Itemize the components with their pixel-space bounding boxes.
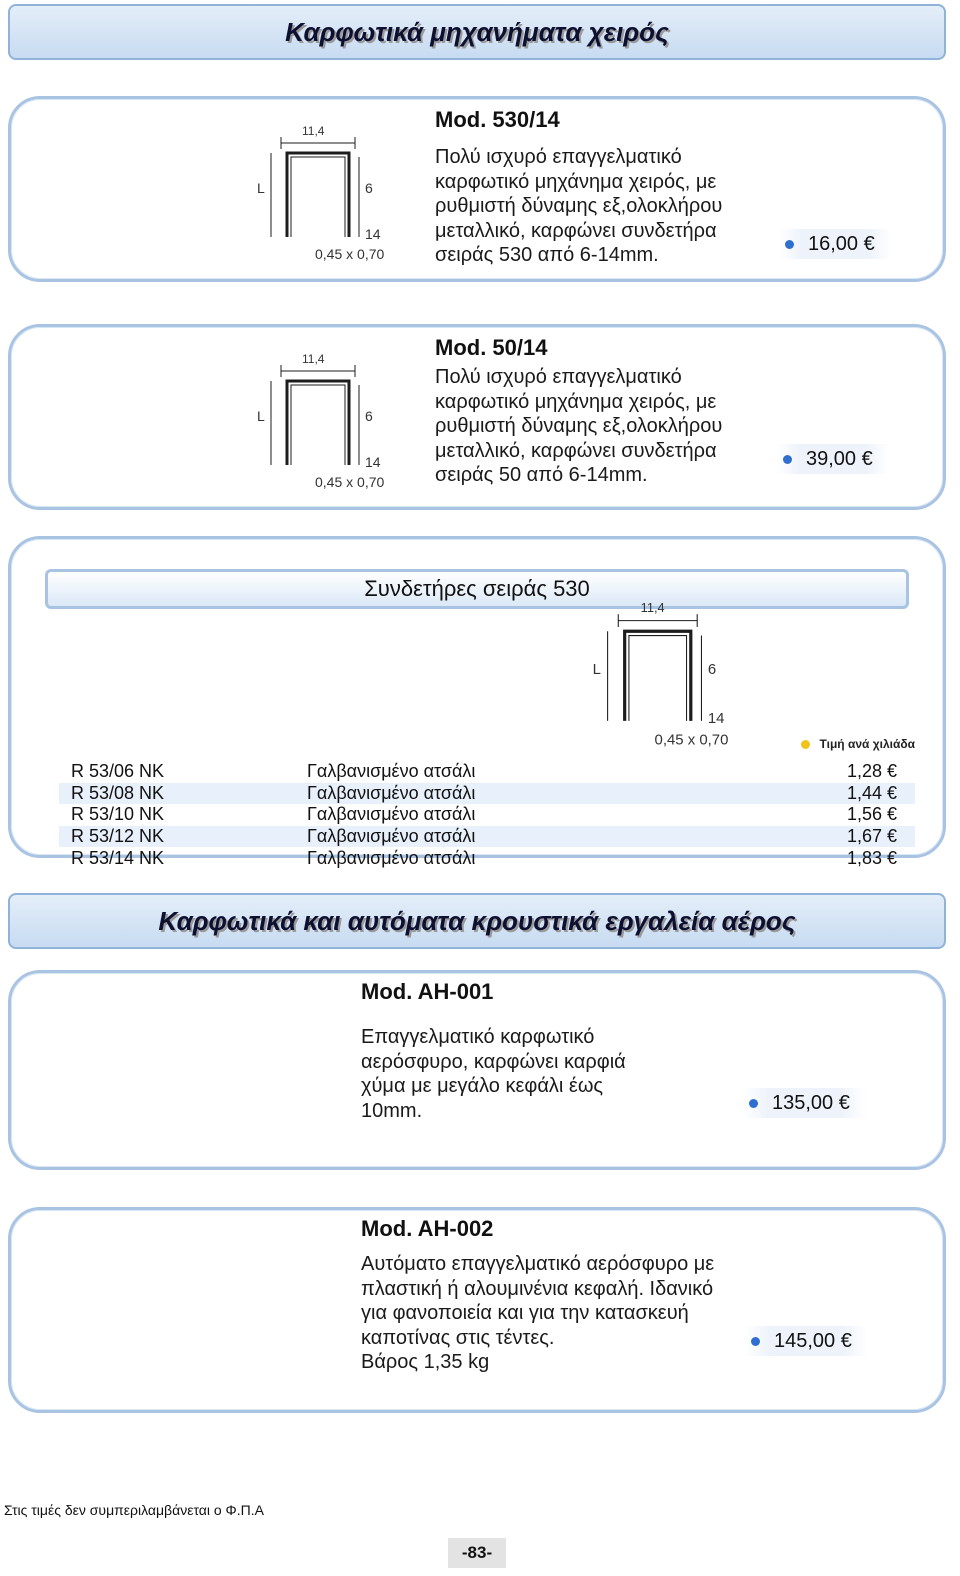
table-row — [59, 804, 915, 826]
staple-price: 1,56 € — [846, 804, 897, 825]
price-value: 135,00 € — [772, 1091, 850, 1114]
product-card-530-14 — [8, 96, 946, 282]
price-tag — [745, 1326, 868, 1356]
staple-code: R 53/14 NK — [71, 847, 165, 868]
diagram-min-label: 6 — [365, 408, 373, 424]
diagram-length-label: L — [257, 408, 265, 424]
staple-material: Γαλβανισμένο ατσάλι — [307, 782, 476, 803]
page-number: -83- — [448, 1538, 506, 1568]
table-row — [59, 826, 915, 848]
staple-material: Γαλβανισμένο ατσάλι — [307, 847, 476, 868]
diagram-gauge-label: 0,45 x 0,70 — [654, 731, 729, 749]
price-value: 16,00 € — [808, 232, 875, 255]
staple-diagram-icon — [247, 347, 397, 497]
section-banner-air-tools — [8, 893, 946, 949]
bullet-icon — [801, 740, 810, 749]
product-description: Πολύ ισχυρό επαγγελματικό καρφωτικό μηχάνημα χειρός, με ρυθμιστή δύναμης εξ,ολοκλήρου μεταλλικό, καρφώνει συνδετήρα σειράς 50 από 6-14mm. — [435, 366, 723, 486]
table-row — [59, 847, 915, 869]
product-description: Επαγγελματικό καρφωτικό αερόσφυρο, καρφώνει καρφιά χύμα με μεγάλο κεφάλι έως 10mm. — [361, 1026, 626, 1122]
staple-code: R 53/06 NK — [71, 761, 165, 782]
diagram-width-label: 11,4 — [302, 352, 325, 366]
diagram-gauge-label: 0,45 x 0,70 — [315, 246, 385, 262]
staple-code: R 53/08 NK — [71, 782, 165, 803]
diagram-length-label: L — [592, 660, 601, 678]
staple-price: 1,67 € — [846, 826, 897, 847]
bullet-icon — [783, 455, 792, 464]
vat-footnote: Στις τιμές δεν συμπεριλαμβάνεται ο Φ.Π.Α — [4, 1502, 264, 1518]
diagram-width-label: 11,4 — [302, 124, 325, 138]
product-description: Αυτόματο επαγγελματικό αερόσφυρο με πλαστική ή αλουμινένια κεφαλή. Ιδανικό για φανοποιεία και για την κατασκευή καποτίνας στις τέντες. Βάρος 1,35 kg — [361, 1253, 715, 1373]
product-description: Πολύ ισχυρό επαγγελματικό καρφωτικό μηχάνημα χειρός, με ρυθμιστή δύναμης εξ,ολοκλήρου μεταλλικό, καρφώνει συνδετήρα σειράς 530 από 6-14mm. — [435, 146, 723, 266]
staple-material: Γαλβανισμένο ατσάλι — [307, 826, 476, 847]
staple-diagram-icon — [577, 595, 747, 755]
product-model: Mod. 530/14 — [435, 107, 560, 132]
staples-section-title: Συνδετήρες σειράς 530 — [364, 576, 590, 601]
staple-price: 1,28 € — [846, 761, 897, 782]
diagram-min-label: 6 — [707, 660, 717, 678]
staple-diagram-icon — [247, 119, 397, 269]
diagram-length-label: L — [257, 180, 265, 196]
bullet-icon — [785, 240, 794, 249]
staple-code: R 53/10 NK — [71, 804, 165, 825]
diagram-gauge-label: 0,45 x 0,70 — [315, 474, 385, 490]
product-model: Mod. AH-002 — [361, 1216, 494, 1241]
diagram-max-label: 14 — [365, 226, 381, 242]
diagram-width-label: 11,4 — [640, 600, 665, 616]
diagram-max-label: 14 — [707, 710, 725, 727]
staple-material: Γαλβανισμένο ατσάλι — [307, 761, 476, 782]
product-card-ah-001 — [8, 970, 946, 1170]
bullet-icon — [751, 1337, 760, 1346]
section-title: Καρφωτικά και αυτόματα κρουστικά εργαλεία αέρος — [158, 905, 796, 936]
price-value: 39,00 € — [806, 447, 873, 470]
product-card-ah-002 — [8, 1207, 946, 1413]
price-header-label: Τιμή ανά χιλιάδα — [819, 737, 915, 751]
price-value: 145,00 € — [774, 1329, 852, 1352]
price-tag — [777, 444, 889, 474]
staple-price: 1,83 € — [846, 847, 897, 868]
table-row — [59, 783, 915, 805]
price-per-thousand-header — [801, 737, 916, 751]
section-title: Καρφωτικά μηχανήματα χειρός — [285, 16, 669, 47]
product-model: Mod. AH-001 — [361, 979, 494, 1004]
diagram-min-label: 6 — [365, 180, 373, 196]
staple-price: 1,44 € — [846, 782, 897, 803]
staples-section-header — [45, 569, 909, 609]
price-tag — [779, 229, 891, 259]
product-model: Mod. 50/14 — [435, 335, 548, 360]
bullet-icon — [749, 1099, 758, 1108]
product-card-50-14 — [8, 324, 946, 510]
staple-code: R 53/12 NK — [71, 826, 165, 847]
section-banner-hand-staplers — [8, 4, 946, 60]
staples-530-panel — [8, 536, 946, 868]
table-row — [59, 761, 915, 783]
diagram-max-label: 14 — [365, 454, 381, 470]
price-tag — [743, 1088, 866, 1118]
staple-material: Γαλβανισμένο ατσάλι — [307, 804, 476, 825]
staples-price-table — [59, 761, 915, 869]
